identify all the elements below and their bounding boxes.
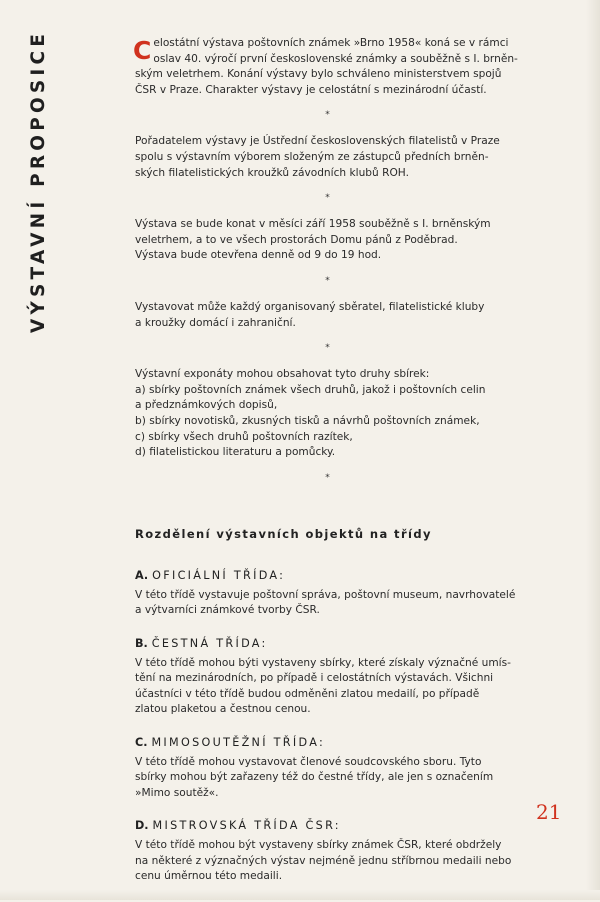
class-title: ČESTNÁ TŘÍDA:: [151, 637, 268, 651]
class-description: [135, 588, 520, 619]
class-b-block: [135, 636, 520, 718]
paragraph-line: a kroužky domácí i zahraniční.: [135, 316, 296, 329]
paragraph-line: Výstava bude otevřena denně od 9 do 19 hod.: [135, 249, 382, 262]
intro-line: ským veletrhem. Konání výstavy bylo schváleno ministerstvem spojů: [135, 68, 502, 81]
class-line: tění na mezinárodních, po případě i celostátních výstavách. Všichni: [135, 672, 494, 685]
class-letter: C.: [135, 736, 148, 750]
class-title: MIMOSOUTĚŽNÍ TŘÍDA:: [151, 736, 326, 750]
separator-star: *: [325, 193, 330, 204]
class-line: V této třídě mohou býti vystaveny sbírky, které získaly význačné umís-: [135, 656, 511, 669]
paragraph-line: Pořadatelem výstavy je Ústřední československých filatelistů v Praze: [135, 135, 500, 148]
class-description: [135, 656, 520, 718]
class-line: na některé z význačných výstav nejméně jednu stříbrnou medaili nebo: [135, 854, 512, 867]
participants-paragraph: [135, 300, 520, 331]
exhibit-list-item: c) sbírky všech druhů poštovních razítek,: [135, 430, 353, 443]
exhibit-list-item: a) sbírky poštovních známek všech druhů, jakož i poštovních celin: [135, 383, 486, 396]
section-heading: Rozdělení výstavních objektů na třídy: [135, 526, 432, 541]
paragraph-line: spolu s výstavním výborem složeným ze zástupců předních brněn-: [135, 150, 489, 163]
intro-line: elostátní výstava poštovních známek »Brno 1958« koná se v rámci: [153, 37, 509, 49]
class-letter: A.: [135, 569, 149, 583]
class-heading: [135, 818, 520, 834]
exhibit-list-item: a předznámkových dopisů,: [135, 399, 278, 412]
dates-paragraph: [135, 217, 520, 264]
paragraph-line: veletrhem, a to ve všech prostorách Domu pánů z Poděbrad.: [135, 233, 458, 246]
class-letter: D.: [135, 819, 149, 833]
class-line: sbírky mohou být zařazeny též do čestné třídy, ale jen s označením: [135, 771, 494, 784]
separator-star: *: [325, 275, 330, 286]
intro-line: ČSR v Praze. Charakter výstavy je celostátní s mezinárodní účastí.: [135, 83, 487, 96]
page-edge-shadow: [586, 0, 600, 900]
class-title: OFICIÁLNÍ TŘÍDA:: [152, 569, 286, 583]
class-c-block: [135, 735, 520, 801]
separator-star: *: [325, 472, 330, 483]
class-line: a výtvarníci známkové tvorby ČSR.: [135, 604, 320, 617]
class-title: MISTROVSKÁ TŘÍDA ČSR:: [152, 819, 341, 833]
class-line: V této třídě mohou vystavovat členové soudcovského sboru. Tyto: [135, 755, 482, 768]
intro-line: oslav 40. výročí první československé známky a souběžně s I. brněn-: [153, 52, 518, 65]
exhibit-list-item: b) sbírky novotisků, zkusných tisků a návrhů poštovních známek,: [135, 414, 480, 427]
class-a-block: [135, 568, 520, 619]
class-line: zlatou plaketou a čestnou cenou.: [135, 703, 311, 716]
class-line: »Mimo soutěž«.: [135, 786, 219, 799]
class-line: V této třídě mohou být vystaveny sbírky známek ČSR, které obdržely: [135, 839, 502, 851]
exhibits-paragraph: [135, 367, 520, 461]
drop-cap-letter: C: [133, 36, 152, 65]
class-line: V této třídě vystavuje poštovní správa, poštovní museum, navrhovatelé: [135, 588, 516, 601]
class-d-block: [135, 818, 520, 884]
intro-paragraph: [135, 36, 520, 98]
paragraph-line: ských filatelistických kroužků závodních klubů ROH.: [135, 166, 409, 179]
class-description: [135, 838, 520, 885]
paragraph-line: Výstava se bude konat v měsíci září 1958 souběžně s I. brněnským: [135, 218, 491, 231]
class-heading: [135, 735, 520, 751]
side-title-text: VÝSTAVNÍ PROPOSICE: [28, 29, 50, 333]
page-content: [135, 36, 520, 902]
exhibits-intro: Výstavní exponáty mohou obsahovat tyto druhy sbírek:: [135, 368, 430, 381]
exhibit-list-item: d) filatelistickou literaturu a pomůcky.: [135, 446, 336, 459]
class-heading: [135, 568, 520, 584]
separator-star: *: [325, 343, 330, 354]
class-heading: [135, 636, 520, 652]
class-description: [135, 755, 520, 802]
paragraph-line: Vystavovat může každý organisovaný sběratel, filatelistické kluby: [135, 300, 485, 313]
page-number: 21: [536, 800, 562, 824]
separator-star: *: [325, 110, 330, 121]
class-letter: B.: [135, 637, 148, 651]
class-line: účastníci v této třídě budou odměněni zlatou medailí, po případě: [135, 687, 480, 700]
class-line: cenu úměrnou této medaili.: [135, 870, 283, 883]
side-title: [26, 29, 52, 333]
organizer-paragraph: [135, 134, 520, 181]
